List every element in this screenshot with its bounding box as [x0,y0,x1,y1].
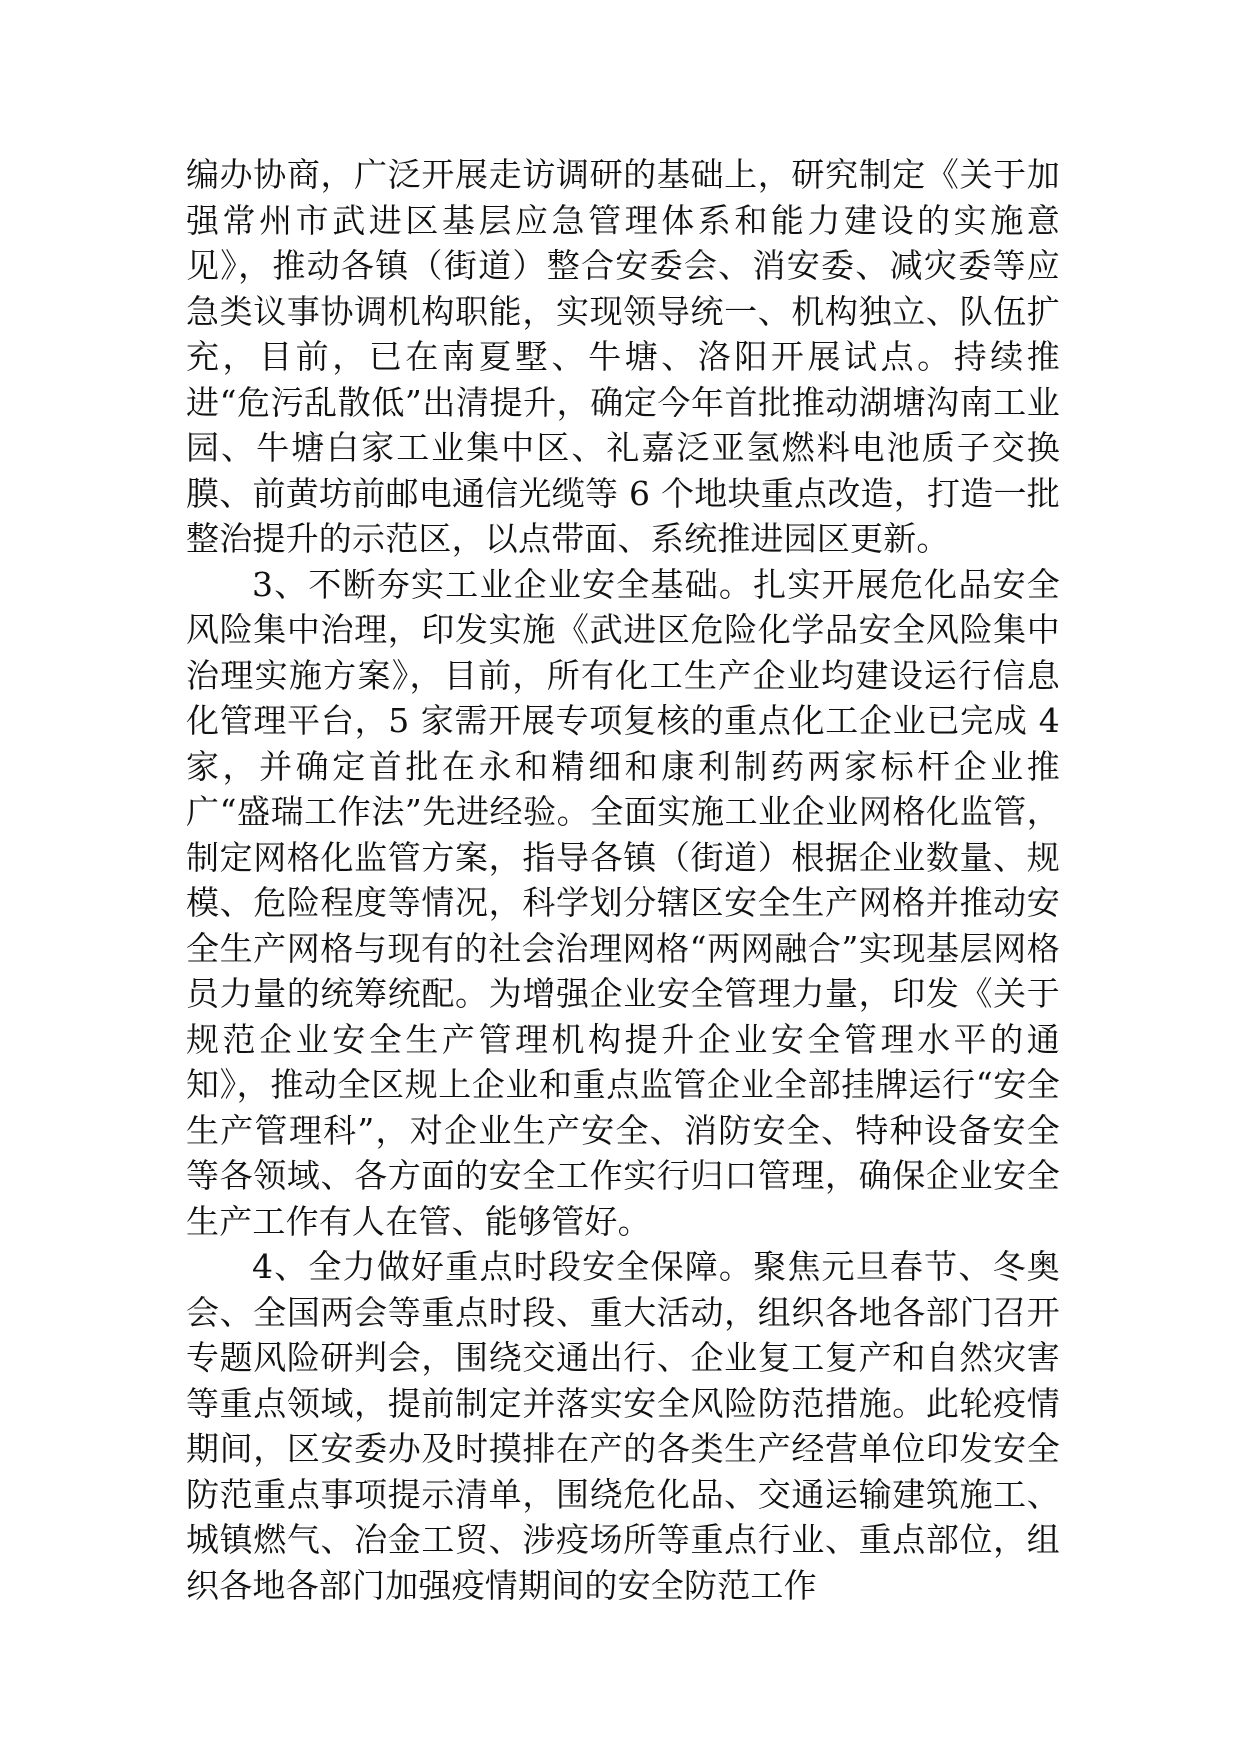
document-body [186,152,1060,1608]
paragraph-1: 编办协商，广泛开展走访调研的基础上，研究制定《关于加强常州市武进区基层应急管理体系和能力建设的实施意见》，推动各镇（街道）整合安委会、消安委、减灾委等应急类议事协调机构职能，实现领导统一、机构独立、队伍扩充，目前，已在南夏墅、牛塘、洛阳开展试点。持续推进“危污乱散低”出清提升，确定今年首批推动湖塘沟南工业园、牛塘白家工业集中区、礼嘉泛亚氢燃料电池质子交换膜、前黄坊前邮电通信光缆等 6 个地块重点改造，打造一批整治提升的示范区，以点带面、系统推进园区更新。 [186,155,1060,558]
paragraph-2: 3、不断夯实工业企业安全基础。扎实开展危化品安全风险集中治理，印发实施《武进区危险化学品安全风险集中治理实施方案》，目前，所有化工生产企业均建设运行信息化管理平台，5 家需开展专项复核的重点化工企业已完成 4 家，并确定首批在永和精细和康利制药两家标杆企业推广“盛瑞工作法”先进经验。全面实施工业企业网格化监管，制定网格化监管方案，指导各镇（街道）根据企业数量、规模、危险程度等情况，科学划分辖区安全生产网格并推动安全生产网格与现有的社会治理网格“两网融合”实现基层网格员力量的统筹统配。为增强企业安全管理力量，印发《关于规范企业安全生产管理机构提升企业安全管理水平的通知》，推动全区规上企业和重点监管企业全部挂牌运行“安全生产管理科”，对企业生产安全、消防安全、特种设备安全等各领域、各方面的安全工作实行归口管理，确保企业安全生产工作有人在管、能够管好。 [186,564,1060,1241]
paragraph-3: 4、全力做好重点时段安全保障。聚焦元旦春节、冬奥会、全国两会等重点时段、重大活动，组织各地各部门召开专题风险研判会，围绕交通出行、企业复工复产和自然灾害等重点领域，提前制定并落实安全风险防范措施。此轮疫情期间，区安委办及时摸排在产的各类生产经营单位印发安全防范重点事项提示清单，围绕危化品、交通运输建筑施工、城镇燃气、冶金工贸、涉疫场所等重点行业、重点部位，组织各地各部门加强疫情期间的安全防范工作 [186,1247,1060,1605]
